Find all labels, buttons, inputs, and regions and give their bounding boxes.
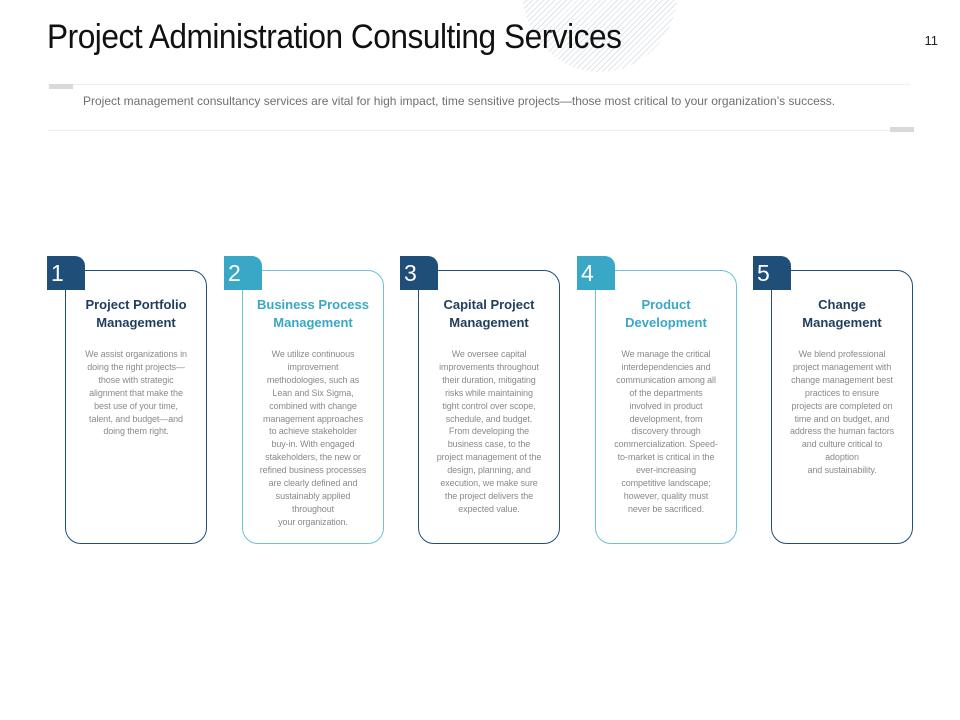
service-card-change-management — [757, 256, 913, 546]
service-card-business-process — [228, 256, 384, 546]
page-title: Project Administration Consulting Services — [47, 18, 622, 56]
service-card-frame — [65, 270, 207, 544]
service-card-frame — [771, 270, 913, 544]
service-number-badge: 5 — [753, 256, 791, 290]
service-card-title: Business Process Management — [256, 297, 369, 330]
service-card-description: We utilize continuous improvement methodologies, such as Lean and Six Sigma, combined with change management approaches to achieve stakeholder buy-in. With engaged stakeholders, the new or refined business processes are clearly defined and sustainably applied throughout your organization. — [259, 349, 367, 527]
service-card-title: Change Management — [802, 297, 882, 330]
service-card-capital-project — [404, 256, 560, 546]
service-card-frame — [418, 270, 560, 544]
service-card-description: We assist organizations in doing the right projects— those with strategic alignment that make the best use of your time, talent, and budget—and doing them right. — [85, 349, 187, 437]
service-card-title: Product Development — [625, 297, 707, 330]
subtitle-accent-right — [890, 127, 914, 132]
service-number-badge: 1 — [47, 256, 85, 290]
service-card-product-development — [581, 256, 737, 546]
subtitle-bottom-rule — [48, 130, 910, 131]
service-card-frame — [242, 270, 384, 544]
service-card-frame — [595, 270, 737, 544]
service-card-description: We oversee capital improvements throughout their duration, mitigating risks while maintaining tight control over scope, schedule, and budget. From developing the business case, to the project management of the design, planning, and execution, we make sure the project delivers the expected value. — [436, 349, 542, 514]
service-number-badge: 2 — [224, 256, 262, 290]
page-subtitle: Project management consultancy services are vital for high impact, time sensitive projects—those most critical to your organization’s success. — [83, 94, 836, 108]
subtitle-accent-left — [49, 84, 73, 89]
service-number-badge: 3 — [400, 256, 438, 290]
subtitle-top-rule — [48, 84, 910, 85]
service-card-project-portfolio — [51, 256, 207, 546]
service-card-description: We manage the critical interdependencies and communication among all of the departments involved in product development, from discovery through commercialization. Speed- to-market is critical in the ever-increasing competitive landscape; however, quality must never be sacrificed. — [614, 349, 718, 514]
service-number-badge: 4 — [577, 256, 615, 290]
service-card-title: Project Portfolio Management — [85, 297, 187, 330]
service-card-title: Capital Project Management — [443, 297, 535, 330]
page-number: 11 — [924, 33, 938, 48]
service-card-description: We blend professional project management with change management best practices to ensure projects are completed on time and on budget, and address the human factors and culture critical to adoption and sustainability. — [789, 349, 895, 476]
